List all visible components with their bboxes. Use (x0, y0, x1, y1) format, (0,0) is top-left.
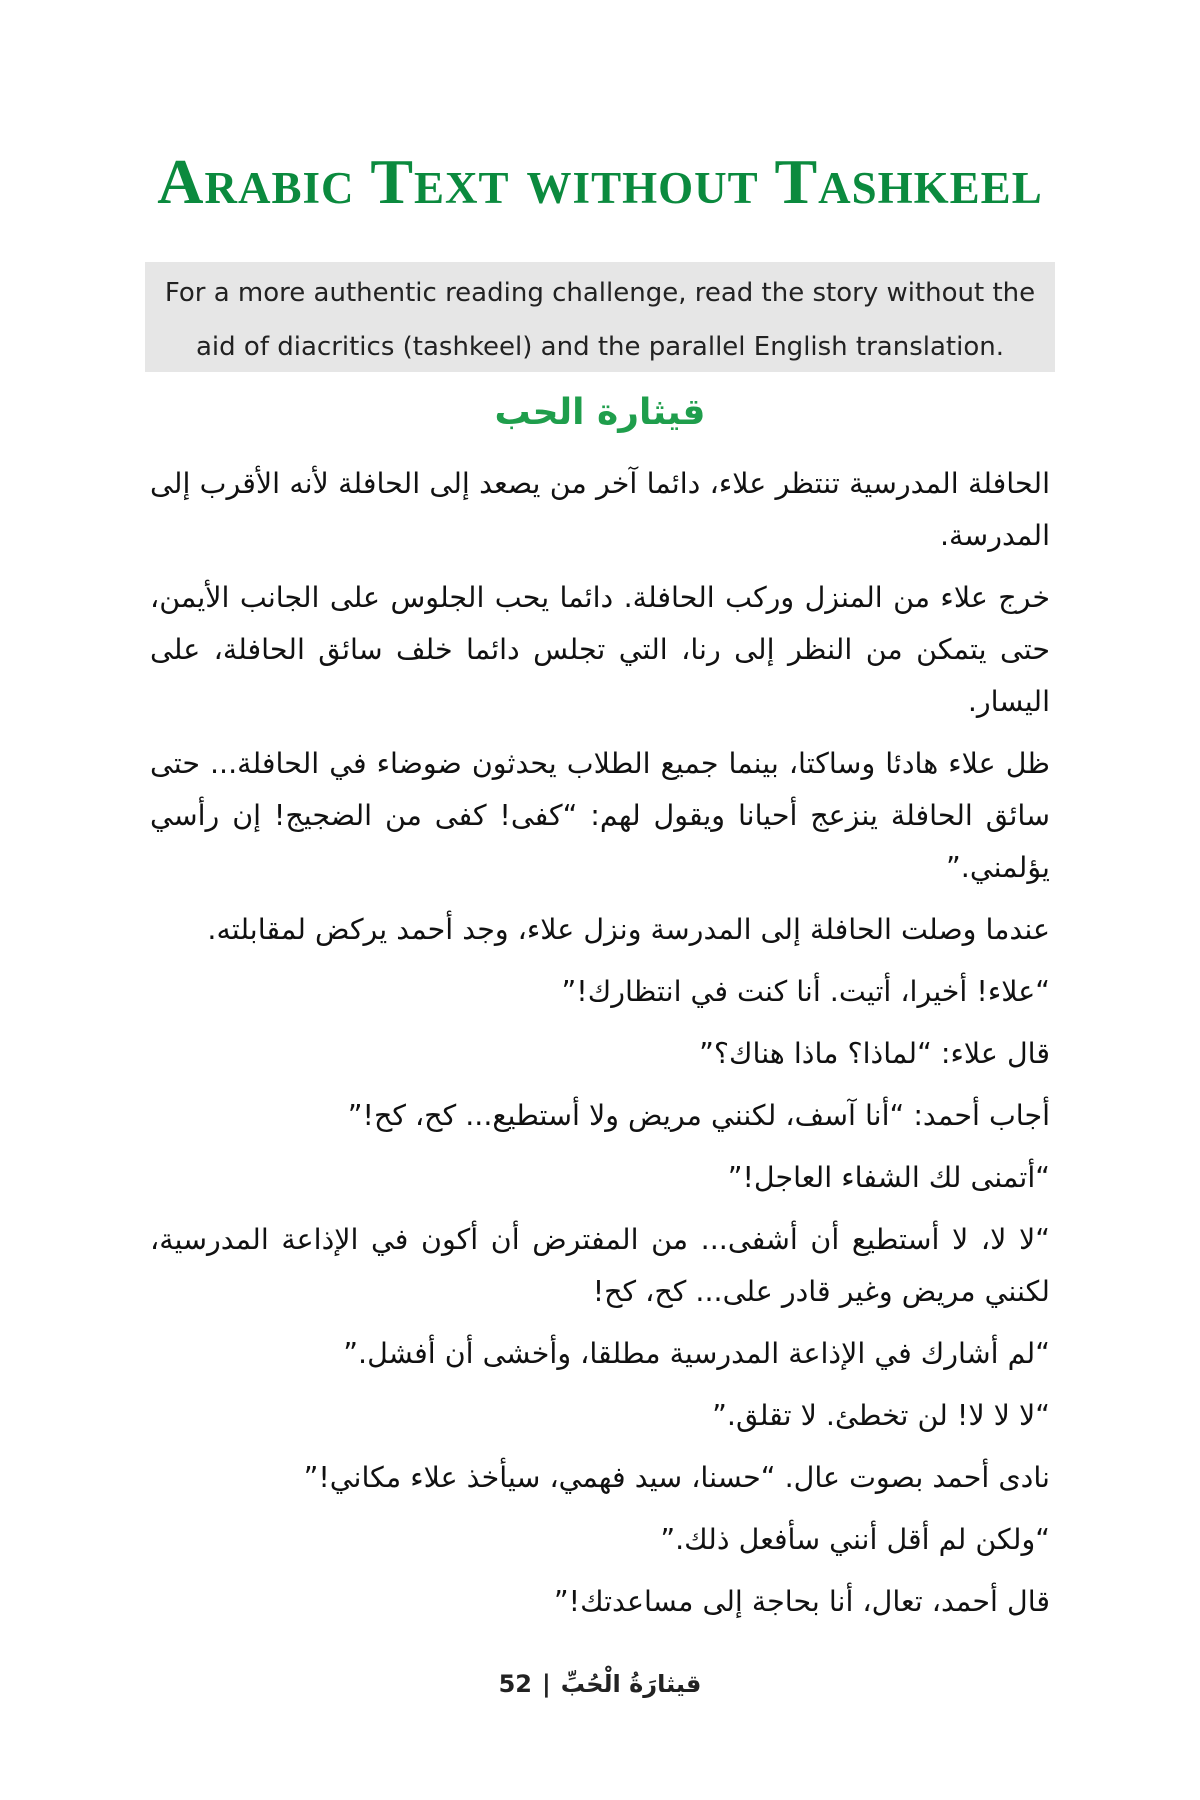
page-title: Arabic Text without Tashkeel (157, 146, 1043, 217)
story-paragraph: نادى أحمد بصوت عال. “حسنا، سيد فهمي، سيأخذ علاء مكاني!” (303, 1461, 1050, 1494)
story-paragraph: قال علاء: “لماذا؟ ماذا هناك؟” (699, 1037, 1050, 1070)
footer-separator: | (542, 1670, 551, 1698)
story-paragraph: ظل علاء هادئا وساكتا، بينما جميع الطلاب يحدثون ضوضاء في الحافلة... حتى سائق الحافلة ينزعج أحيانا ويقول لهم: “كفى! كفى من الضجيج! إن رأسي يؤلمني.” (150, 747, 1050, 884)
intro-line-2: aid of diacritics (tashkeel) and the parallel English translation. (195, 332, 1004, 362)
story-paragraph: الحافلة المدرسية تنتظر علاء، دائما آخر من يصعد إلى الحافلة لأنه الأقرب إلى المدرسة. (150, 467, 1050, 552)
story-paragraph: “علاء! أخيرا، أتيت. أنا كنت في انتظارك!” (561, 975, 1050, 1008)
story-body (150, 458, 1050, 1638)
story-paragraph: “لا لا لا! لن تخطئ. لا تقلق.” (712, 1399, 1050, 1432)
story-paragraph: “ولكن لم أقل أنني سأفعل ذلك.” (660, 1523, 1050, 1556)
intro-note (145, 262, 1055, 372)
page-footer (0, 1670, 1200, 1698)
page-number: 52 (498, 1670, 533, 1698)
story-paragraph: أجاب أحمد: “أنا آسف، لكنني مريض ولا أستطيع... كح، كح!” (347, 1099, 1050, 1132)
story-paragraph: “أتمنى لك الشفاء العاجل!” (727, 1161, 1050, 1194)
story-paragraph: خرج علاء من المنزل وركب الحافلة. دائما يحب الجلوس على الجانب الأيمن، حتى يتمكن من النظر إلى رنا، التي تجلس دائما خلف سائق الحافلة، على اليسار. (150, 581, 1050, 718)
story-paragraph: “لم أشارك في الإذاعة المدرسية مطلقا، وأخشى أن أفشل.” (343, 1337, 1050, 1370)
story-paragraph: قال أحمد، تعال، أنا بحاجة إلى مساعدتك!” (553, 1585, 1050, 1618)
story-paragraph: “لا لا، لا أستطيع أن أشفى... من المفترض أن أكون في الإذاعة المدرسية، لكنني مريض وغير قادر على... كح، كح! (150, 1223, 1050, 1308)
story-paragraph: عندما وصلت الحافلة إلى المدرسة ونزل علاء، وجد أحمد يركض لمقابلته. (207, 913, 1050, 946)
running-title: قيثارَةُ الْحُبِّ (560, 1670, 702, 1698)
story-title: قيثارة الحب (494, 392, 706, 433)
intro-line-1: For a more authentic reading challenge, read the story without the (164, 278, 1036, 308)
